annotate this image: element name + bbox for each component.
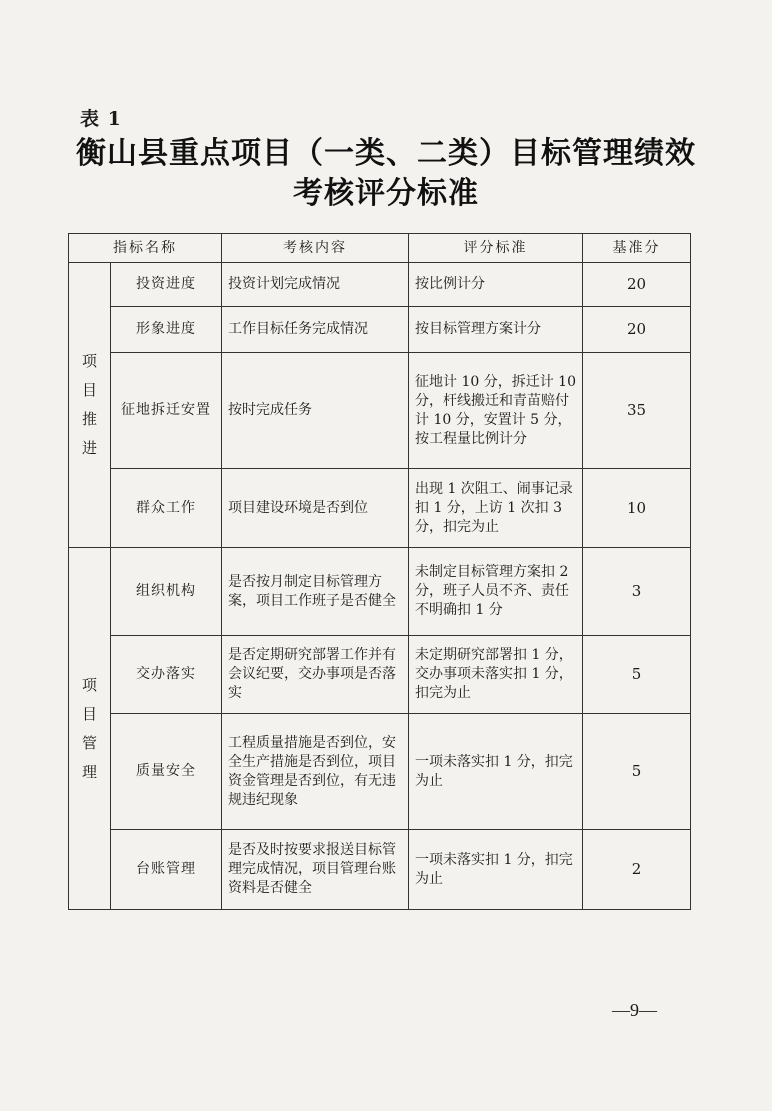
table-label: 表 1 [80,108,122,130]
document-title-line-2: 考核评分标准 [293,176,479,211]
document-title-line-1: 衡山县重点项目（一类、二类）目标管理绩效 [76,136,696,171]
scoring-criteria: 未制定目标管理方案扣 2 分，班子人员不齐、责任不明确扣 1 分 [409,548,583,636]
assessment-content: 是否及时按要求报送目标管理完成情况，项目管理台账资料是否健全 [222,830,409,910]
category-project-progress: 项 目 推 进 [69,263,111,548]
table-row [69,263,691,307]
category-project-management: 项 目 管 理 [69,548,111,910]
indicator-name: 质量安全 [111,714,222,830]
header-content: 考核内容 [222,234,409,263]
indicator-name: 群众工作 [111,469,222,548]
table-row [69,307,691,353]
scoring-criteria: 一项未落实扣 1 分，扣完为止 [409,714,583,830]
table-header-row [69,234,691,263]
assessment-content: 工作目标任务完成情况 [222,307,409,353]
base-score: 20 [583,263,691,307]
indicator-name: 投资进度 [111,263,222,307]
scoring-criteria: 征地计 10 分，拆迁计 10 分，杆线搬迁和青苗赔付计 10 分，安置计 5 分，按工程量比例计分 [409,353,583,469]
assessment-content: 项目建设环境是否到位 [222,469,409,548]
assessment-content: 投资计划完成情况 [222,263,409,307]
scoring-table [68,233,691,910]
indicator-name: 形象进度 [111,307,222,353]
assessment-content: 是否按月制定目标管理方案，项目工作班子是否健全 [222,548,409,636]
table-row [69,548,691,636]
table-row [69,353,691,469]
assessment-content: 工程质量措施是否到位，安全生产措施是否到位，项目资金管理是否到位，有无违规违纪现象 [222,714,409,830]
base-score: 10 [583,469,691,548]
header-base-score: 基准分 [583,234,691,263]
scoring-criteria: 未定期研究部署扣 1 分，交办事项未落实扣 1 分，扣完为止 [409,636,583,714]
header-indicator: 指标名称 [69,234,222,263]
table-row [69,636,691,714]
header-criteria: 评分标准 [409,234,583,263]
table-row [69,714,691,830]
indicator-name: 征地拆迁安置 [111,353,222,469]
indicator-name: 台账管理 [111,830,222,910]
base-score: 35 [583,353,691,469]
base-score: 3 [583,548,691,636]
base-score: 5 [583,714,691,830]
scoring-criteria: 按目标管理方案计分 [409,307,583,353]
base-score: 20 [583,307,691,353]
indicator-name: 交办落实 [111,636,222,714]
scoring-criteria: 按比例计分 [409,263,583,307]
indicator-name: 组织机构 [111,548,222,636]
scoring-criteria: 一项未落实扣 1 分，扣完为止 [409,830,583,910]
assessment-content: 是否定期研究部署工作并有会议纪要，交办事项是否落实 [222,636,409,714]
assessment-content: 按时完成任务 [222,353,409,469]
table-row [69,830,691,910]
scoring-criteria: 出现 1 次阻工、闹事记录扣 1 分，上访 1 次扣 3 分，扣完为止 [409,469,583,548]
base-score: 5 [583,636,691,714]
page-number: —9— [612,1000,657,1020]
base-score: 2 [583,830,691,910]
table-row [69,469,691,548]
